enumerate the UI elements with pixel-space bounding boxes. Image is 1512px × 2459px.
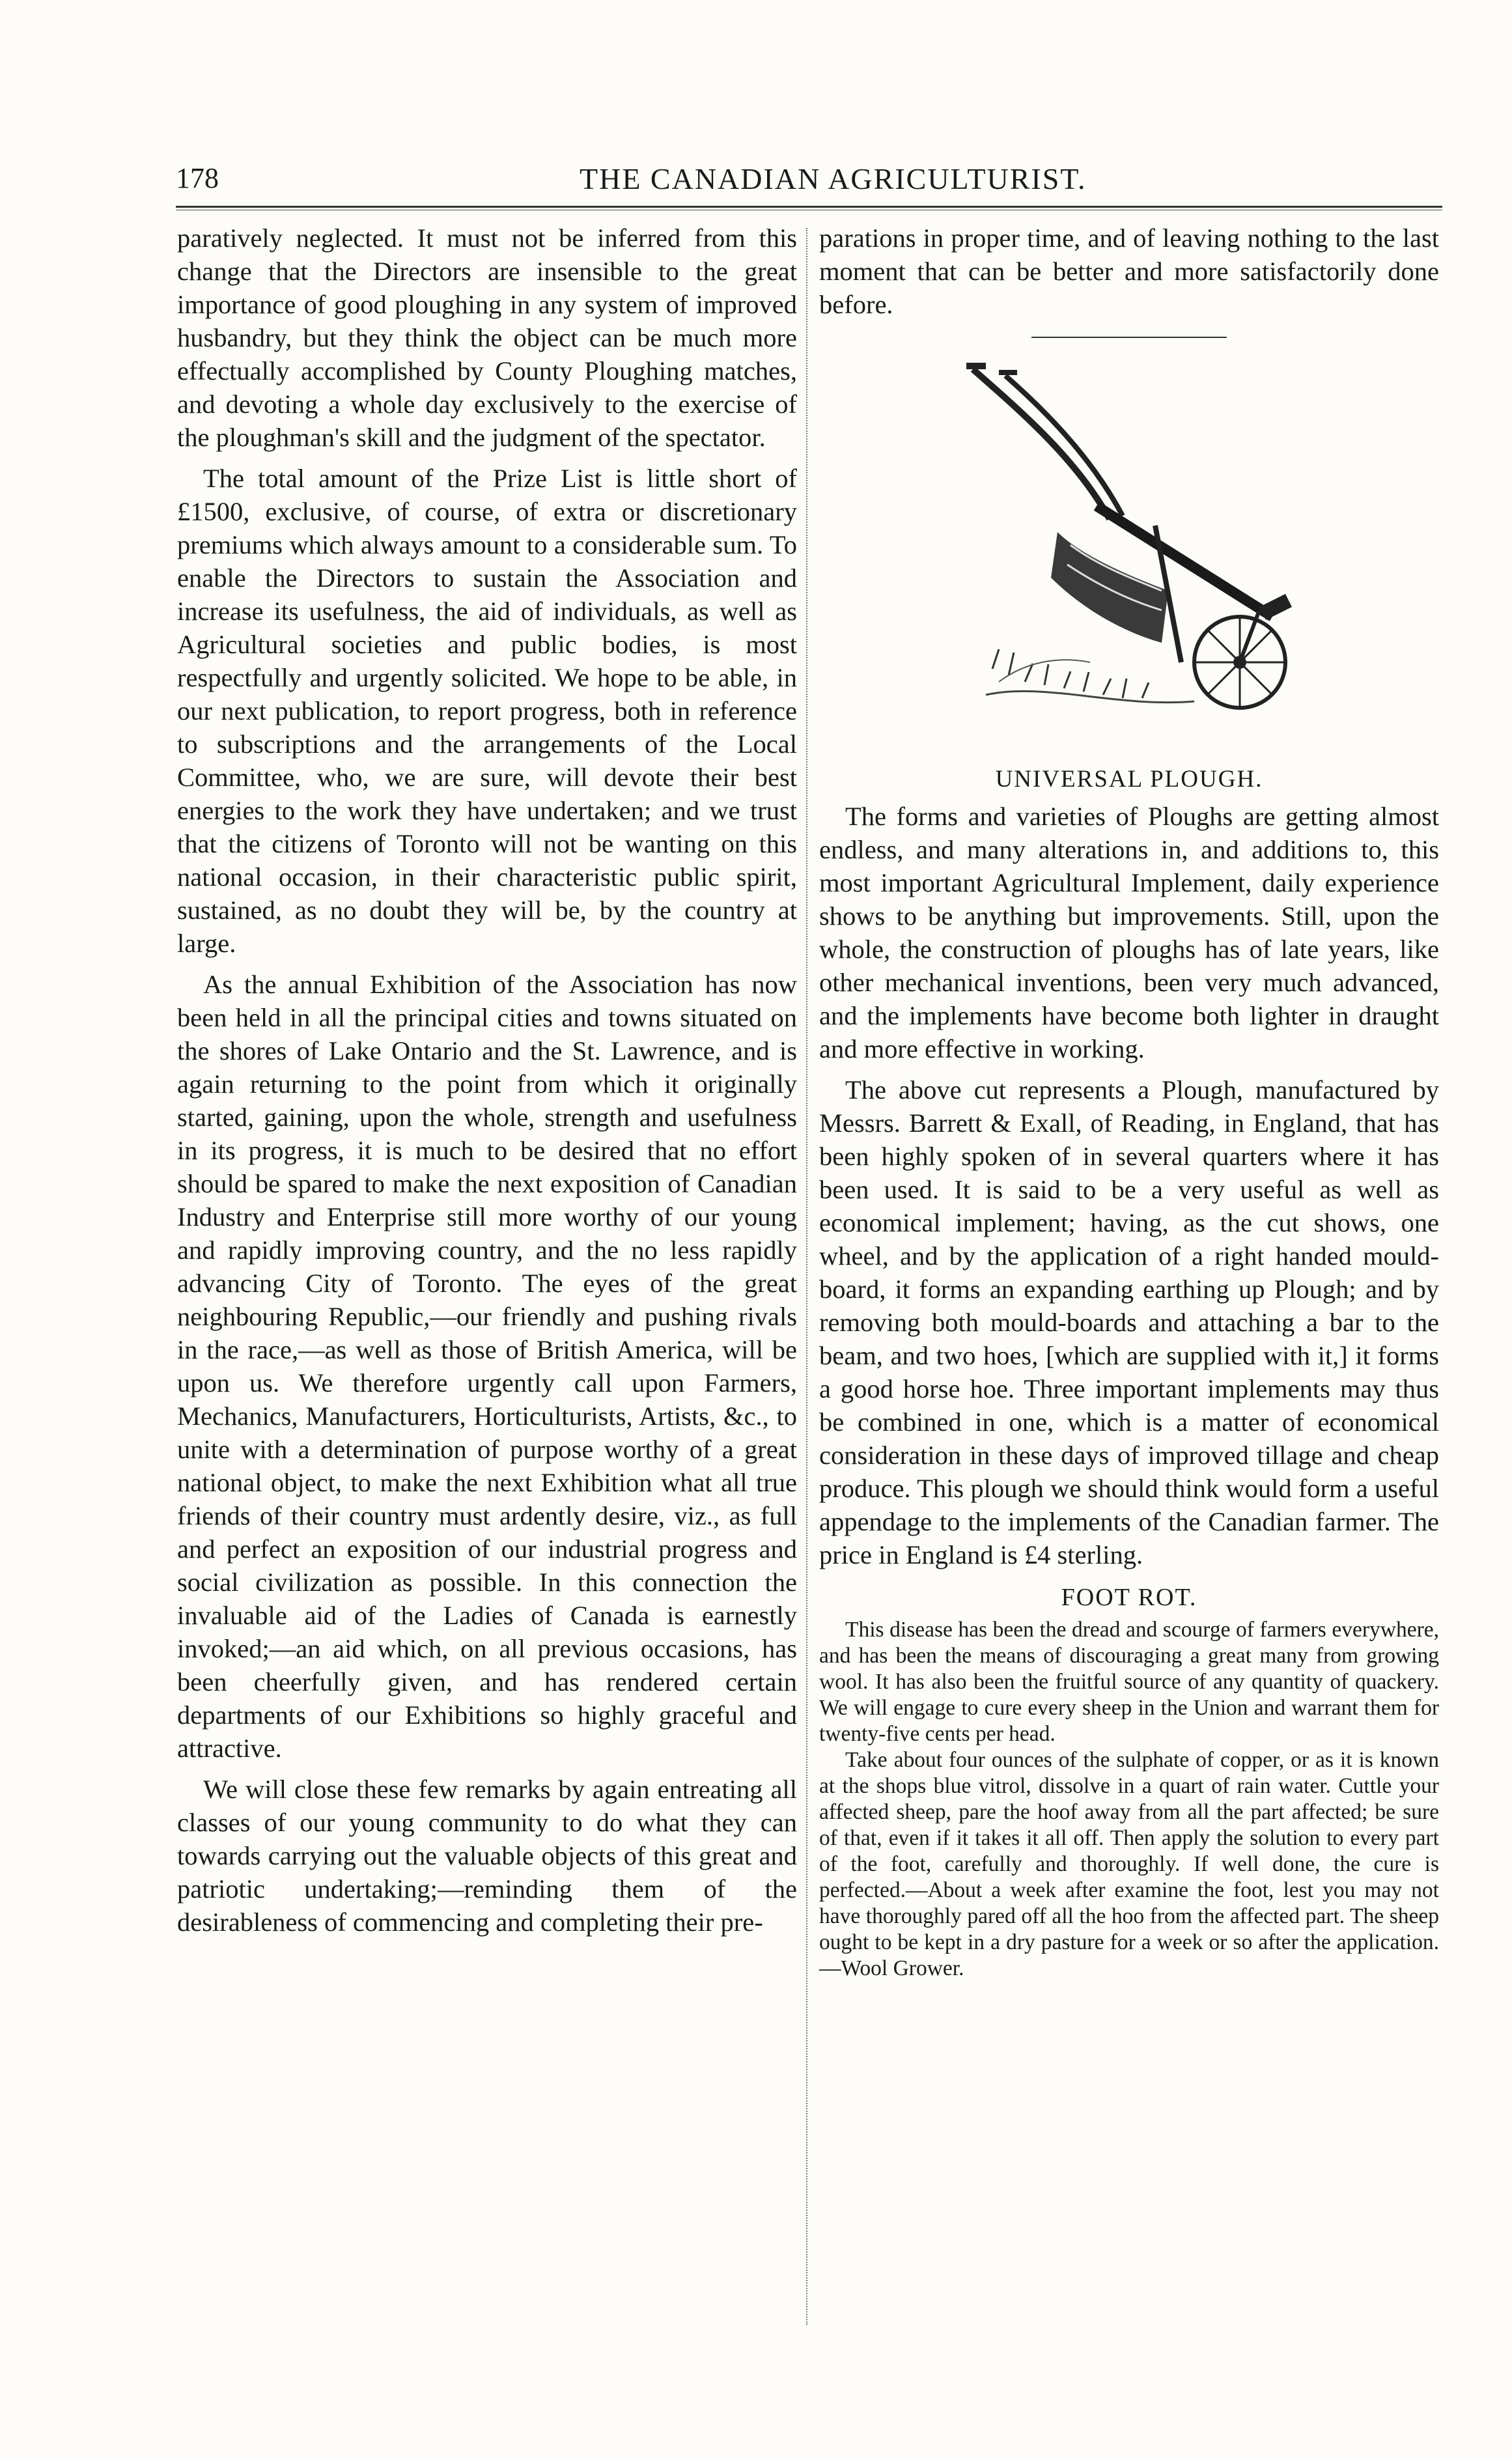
right-paragraph-4: This disease has been the dread and scourge of farmers everywhere, and has been the means of discouraging a great many from growing wool. It has also been the fruitful source of any quantity of quackery. We will engage to cure every sheep in the Union and warrant them for twenty-five cents per head. bbox=[819, 1618, 1439, 1746]
right-paragraph-5: Take about four ounces of the sulphate of copper, or as it is known at the shops blue vitrol, dissolve in a quart of rain water. Cuttle your affected sheep, pare the hoof away from all the part affected; be sure of that, even if it takes it all off. Then apply the solution to every part of the foot, carefully and thoroughly. If well done, the cure is perfected.—About a week after examine the foot, lest you may not have thoroughly pared off all the hoo from the affected part. The sheep ought to be kept in a dry pasture for a week or so after the application.—Wool Grower. bbox=[819, 1748, 1439, 1980]
plough-illustration bbox=[947, 356, 1311, 760]
figure-caption: UNIVERSAL PLOUGH. bbox=[995, 766, 1263, 793]
header-rule bbox=[176, 206, 1442, 208]
section-rule bbox=[1031, 337, 1227, 338]
right-paragraph-2: The forms and varieties of Ploughs are getting almost endless, and many alterations in, and additions to, this most important Agricultural Implement, daily experience shows to be anything but improvements. Still, upon the whole, the construction of ploughs has of late years, like other mechanical inventions, been very much advanced, and the implements have become both lighter in draught and more effective in working. bbox=[819, 802, 1439, 1063]
right-paragraph-1: parations in proper time, and of leaving nothing to the last moment that can be better and more satisfactorily done before. bbox=[819, 223, 1439, 319]
left-paragraph-4: We will close these few remarks by again entreating all classes of our young community to do what they can towards carrying out the valuable objects of this great and patriotic undertaking;—reminding them of the desirableness of commencing and completing their pre- bbox=[177, 1775, 797, 1937]
page-number: 178 bbox=[176, 162, 219, 194]
right-paragraph-3: The above cut represents a Plough, manufactured by Messrs. Barrett & Exall, of Reading, in England, that has been highly spoken of in several quarters where it has been used. It is said to be a very useful as well as economical implement; having, as the cut shows, one wheel, and by the application of a right handed mould-board, it forms an expanding earthing up Plough; and by removing both mould-boards and attaching a bar to the beam, and two hoes, [which are supplied with it,] it forms a good horse hoe. Three important implements may thus be combined in one, which is a matter of economical consideration in these days of improved tillage and cheap produce. This plough we should think would form a useful appendage to the implements of the Canadian farmer. The price in England is £4 sterling. bbox=[819, 1075, 1439, 1569]
left-paragraph-3: As the annual Exhibition of the Association has now been held in all the principal cities and towns situated on the shores of Lake Ontario and the St. Lawrence, and is again returning to the point from which it originally started, gaining, upon the whole, strength and usefulness in its progress, it is much to be desired that no effort should be spared to make the next exposition of Canadian Industry and Enterprise still more worthy of our young and rapidly improving country, and the no less rapidly advancing City of Toronto. The eyes of the great neighbouring Republic,—our friendly and pushing rivals in the race,—as well as those of British America, will be upon us. We therefore urgently call upon Farmers, Mechanics, Manufacturers, Horticulturists, Artists, &c., to unite with a determination of purpose worthy of a great national object, to make the next Exhibition what all true friends of their country must ardently desire, viz., as full and perfect an exposition of our industrial progress and social civilization as possible. In this connection the invaluable aid of the Ladies of Canada is earnestly invoked;—an aid which, on all previous occasions, has been cheerfully given, and has rendered certain departments of our Exhibitions so highly graceful and attractive. bbox=[177, 970, 797, 1763]
column-divider bbox=[806, 228, 807, 2325]
left-paragraph-2: The total amount of the Prize List is little short of £1500, exclusive, of course, of extra or discretionary premiums which always amount to a considerable sum. To enable the Directors to sustain the Association and increase its usefulness, the aid of individuals, as well as Agricultural societies and public bodies, is most respectfully and urgently solicited. We hope to be able, in our next publication, to report progress, both in reference to subscriptions and the arrangements of the Local Committee, who, we are sure, will devote their best energies to the work they have undertaken; and we trust that the citizens of Toronto will not be wanting on this national occasion, in their characteristic public spirit, sustained, as no doubt they will be, by the country at large. bbox=[177, 464, 797, 958]
right-column bbox=[819, 221, 1439, 1982]
left-paragraph-1: paratively neglected. It must not be inferred from this change that the Directors are insensible to the great importance of good ploughing in any system of improved husbandry, but they think the object can be much more effectually accomplished by County Ploughing matches, and devoting a whole day exclusively to the exercise of the ploughman's skill and the judgment of the spectator. bbox=[177, 223, 797, 452]
page-header bbox=[176, 162, 1439, 207]
section-heading: FOOT ROT. bbox=[1061, 1584, 1197, 1611]
running-title: THE CANADIAN AGRICULTURIST. bbox=[580, 162, 1087, 195]
left-column bbox=[177, 221, 797, 1939]
